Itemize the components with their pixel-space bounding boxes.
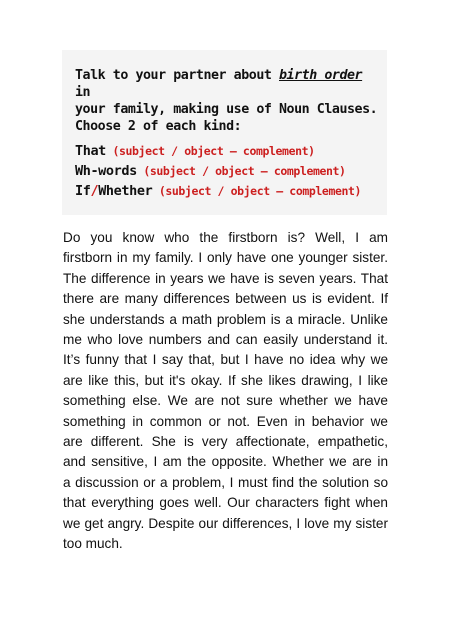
birth-order-emphasis: birth order — [279, 68, 363, 83]
paragraph-line: that everything goes well. Our characters fight when — [63, 495, 388, 511]
paragraph-line: Do you know who the firstborn is? Well, I am — [63, 230, 388, 245]
paragraph-line: and sensitive, I am the opposite. Whether we are in — [63, 454, 388, 470]
instruction-line-1-start: Talk to your partner about — [75, 68, 279, 83]
kind-if-whether — [75, 180, 380, 200]
kind-label-slash: / — [90, 183, 99, 199]
kind-label-whether: Whether — [98, 183, 153, 199]
instruction-text — [75, 67, 380, 135]
kind-wh-words — [75, 160, 380, 180]
paragraph-line: It’s funny that I say that, but I have no idea why we — [63, 352, 388, 368]
paragraph-line: something else. We are not sure whether we have — [63, 393, 388, 409]
kind-detail: (subject / object – complement) — [105, 144, 315, 158]
paragraph-line: The difference in years we have is seven years. That — [63, 270, 388, 286]
paragraph-line: are different. She is very affectionate, empathetic, — [63, 434, 388, 450]
kind-label-if: If — [75, 183, 91, 199]
paragraph-line: there are many differences between us is evident. If — [63, 291, 388, 307]
instruction-line-3: Choose 2 of each kind: — [75, 119, 242, 134]
paragraph-line: a discussion or a problem, I must find the solution so — [63, 474, 388, 490]
paragraph-line: too much. — [63, 536, 123, 552]
kind-label: Wh-words — [75, 163, 137, 179]
paragraph-line: something in common or not. Even in behavior we — [63, 413, 388, 429]
kind-label: That — [75, 143, 106, 159]
kind-label — [75, 183, 152, 199]
instruction-line-1-end: in — [75, 85, 91, 100]
paragraph-line: we get angry. Despite our differences, I love my sister — [63, 515, 388, 531]
clause-kinds-list — [75, 140, 380, 200]
paragraph-line: me who love numbers and can easily understand it. — [63, 332, 388, 348]
kind-that — [75, 140, 380, 160]
paragraph-line: firstborn in my family. I only have one younger sister. — [63, 250, 388, 266]
kind-detail: (subject / object – complement) — [152, 184, 362, 198]
instruction-line-2: your family, making use of Noun Clauses. — [75, 102, 378, 117]
kind-detail: (subject / object – complement) — [136, 164, 346, 178]
paragraph-line: are like this, but it's okay. If she likes drawing, I like — [63, 372, 388, 388]
instruction-line-1 — [75, 67, 380, 101]
student-paragraph — [63, 228, 388, 555]
paragraph-line: she understands a math problem is a miracle. Unlike — [63, 311, 388, 327]
